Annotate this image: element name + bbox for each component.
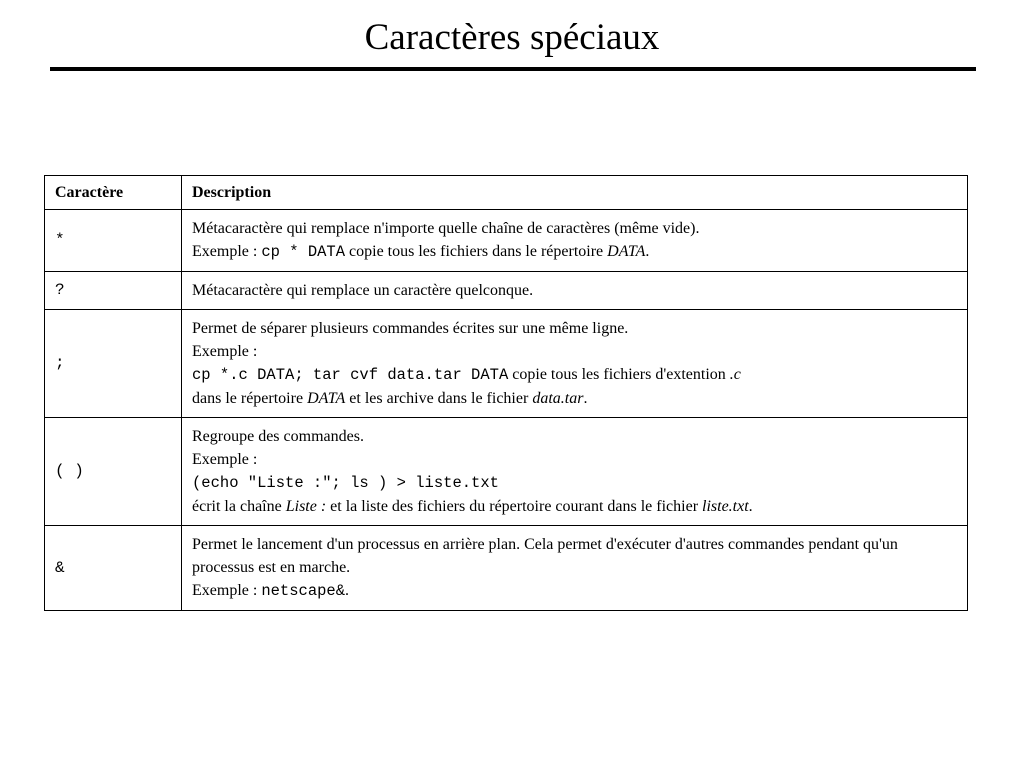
table-body xyxy=(45,210,968,611)
description-text: écrit la chaîne xyxy=(192,498,286,515)
slide-title: Caractères spéciaux xyxy=(364,17,660,58)
description-text: Exemple : xyxy=(192,582,262,599)
emphasis-text: DATA xyxy=(607,243,646,260)
description-text: copie tous les fichiers dans le répertoire xyxy=(345,243,608,260)
emphasis-text: Liste : xyxy=(285,498,327,515)
header-description: Description xyxy=(182,176,968,210)
description-text: dans le répertoire xyxy=(192,390,308,407)
description-text: . xyxy=(345,582,350,599)
character-cell: ( ) xyxy=(45,418,182,526)
description-line xyxy=(192,340,957,363)
description-line xyxy=(192,317,957,340)
description-line xyxy=(192,240,957,264)
description-text: Métacaractère qui remplace un caractère quelconque. xyxy=(192,282,534,299)
description-text: et les archive dans le fichier xyxy=(345,390,533,407)
special-characters-table xyxy=(44,175,968,611)
character-cell: ? xyxy=(45,272,182,310)
description-line xyxy=(192,425,957,448)
description-text: et la liste des fichiers du répertoire courant dans le fichier xyxy=(326,498,703,515)
description-text: . xyxy=(748,498,753,515)
description-text: Permet le lancement d'un processus en arrière plan. Cela permet d'exécuter d'autres commandes pendant qu'un processus est en marche. xyxy=(192,536,898,576)
description-text: Exemple : xyxy=(192,451,258,468)
character-cell: * xyxy=(45,210,182,272)
table-row xyxy=(45,526,968,611)
emphasis-text: liste.txt xyxy=(702,498,749,515)
description-line xyxy=(192,471,957,495)
description-text: Exemple : xyxy=(192,243,262,260)
description-cell xyxy=(182,272,968,310)
description-text: . xyxy=(645,243,650,260)
code-snippet: (echo "Liste :"; ls ) > liste.txt xyxy=(192,474,499,492)
description-line xyxy=(192,363,957,387)
emphasis-text: data.tar xyxy=(532,390,584,407)
description-line xyxy=(192,579,957,603)
description-text: Permet de séparer plusieurs commandes écrites sur une même ligne. xyxy=(192,320,629,337)
description-line xyxy=(192,495,957,518)
description-text: copie tous les fichiers d'extention xyxy=(508,366,730,383)
description-line xyxy=(192,387,957,410)
code-snippet: netscape& xyxy=(261,582,346,600)
code-snippet: cp * DATA xyxy=(261,243,346,261)
character-cell: & xyxy=(45,526,182,611)
table-row xyxy=(45,272,968,310)
table-row xyxy=(45,210,968,272)
description-cell xyxy=(182,310,968,418)
table-header-row xyxy=(45,176,968,210)
description-line xyxy=(192,279,957,302)
description-cell xyxy=(182,526,968,611)
emphasis-text: DATA xyxy=(307,390,346,407)
table-row xyxy=(45,418,968,526)
emphasis-text: .c xyxy=(729,366,741,383)
table-row xyxy=(45,310,968,418)
description-text: . xyxy=(583,390,588,407)
description-text: Exemple : xyxy=(192,343,258,360)
header-character: Caractère xyxy=(45,176,182,210)
description-line xyxy=(192,217,957,240)
description-text: Métacaractère qui remplace n'importe quelle chaîne de caractères (même vide). xyxy=(192,220,700,237)
description-line xyxy=(192,533,957,579)
title-divider xyxy=(50,67,976,71)
description-text: Regroupe des commandes. xyxy=(192,428,364,445)
description-line xyxy=(192,448,957,471)
code-snippet: cp *.c DATA; tar cvf data.tar DATA xyxy=(192,366,509,384)
description-cell xyxy=(182,210,968,272)
character-cell: ; xyxy=(45,310,182,418)
description-cell xyxy=(182,418,968,526)
